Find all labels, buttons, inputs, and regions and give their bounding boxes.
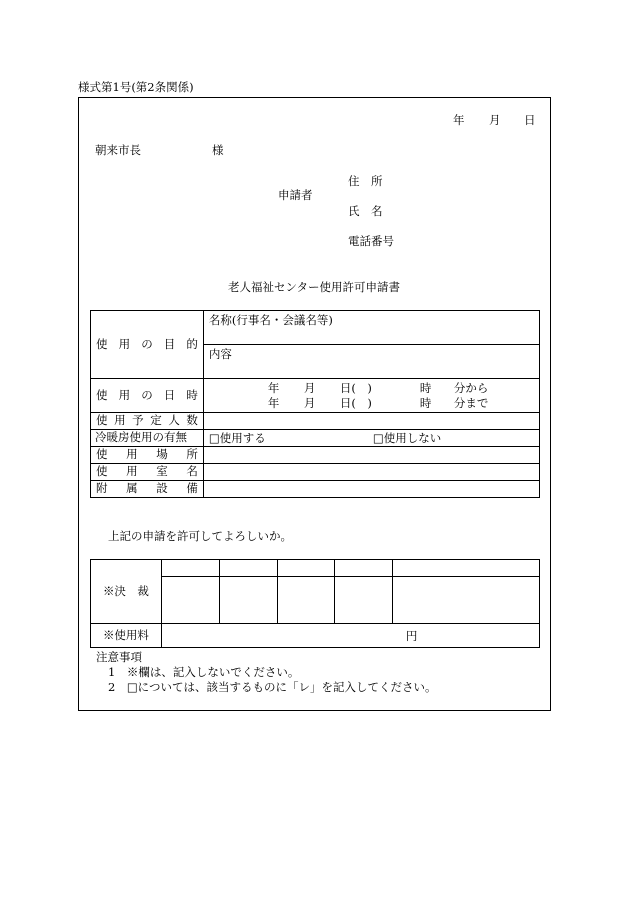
label-char: 時: [186, 387, 198, 402]
applicant-label: 申請者: [278, 188, 313, 202]
place-cell[interactable]: [203, 447, 539, 464]
approver-header-cell: [161, 560, 219, 577]
label-char: 使: [96, 447, 108, 462]
label-char: 定: [150, 413, 162, 428]
label-char: 用: [126, 447, 138, 462]
note-item-2: 2 □については、該当するものに「レ」を記入してください。: [108, 680, 437, 694]
place-label-cell: [91, 447, 204, 464]
approver-seal-cell[interactable]: [393, 577, 540, 624]
room-cell[interactable]: [203, 464, 539, 481]
date-day: 日: [524, 113, 536, 127]
dt1-year: 年: [267, 380, 280, 395]
form-title: 老人福祉センター使用許可申請書: [228, 280, 401, 294]
dt2-year: 年: [267, 395, 280, 410]
approval-question: 上記の申請を許可してよろしいか。: [108, 529, 292, 543]
label-char: 人: [168, 413, 180, 428]
label-char: 用: [114, 413, 126, 428]
dt2-hour: 時: [419, 395, 432, 410]
approver-seal-cell[interactable]: [161, 577, 219, 624]
label-char: 室: [156, 464, 168, 479]
form-number: 様式第1号(第2条関係): [78, 80, 194, 94]
applicant-name-label: 氏 名: [348, 204, 383, 218]
approver-header-cell: [219, 560, 277, 577]
label-char: 目: [163, 336, 176, 351]
label-char: 数: [186, 413, 198, 428]
fee-label-cell: [91, 624, 162, 648]
purpose-name-cell[interactable]: [203, 311, 539, 345]
datetime-label-cell: [91, 379, 204, 413]
dt1-day: 日( ): [339, 380, 372, 395]
approval-table: [90, 559, 540, 648]
fee-cell[interactable]: [161, 624, 539, 648]
equipment-cell[interactable]: [203, 481, 539, 498]
label-char: 使: [96, 336, 108, 351]
approver-seal-cell[interactable]: [219, 577, 277, 624]
dt1-month: 月: [303, 380, 316, 395]
label-char: 使: [96, 387, 108, 402]
dt1-minute: 分から: [453, 380, 489, 395]
approver-header-cell: [393, 560, 540, 577]
decision-label: ※決 裁: [102, 583, 149, 598]
label-char: の: [141, 336, 153, 351]
addressee-honorific: 様: [212, 143, 224, 157]
label-char: 使: [96, 413, 108, 428]
dt1-hour: 時: [419, 380, 432, 395]
dt2-day: 日( ): [339, 395, 372, 410]
applicant-address-label: 住 所: [348, 174, 383, 188]
label-char: 用: [126, 464, 138, 479]
heating-nouse-checkbox[interactable]: □使用しない: [372, 430, 442, 445]
attendees-label-cell: [91, 413, 204, 430]
addressee-name: 朝来市長: [95, 143, 141, 157]
purpose-name-label: 名称(行事名・会議名等): [208, 313, 333, 327]
label-char: 的: [186, 336, 198, 351]
approver-seal-cell[interactable]: [335, 577, 393, 624]
dt2-month: 月: [303, 395, 316, 410]
label-char: 備: [186, 481, 198, 496]
label-char: 名: [186, 464, 198, 479]
purpose-label-cell: [91, 311, 204, 379]
datetime-cell[interactable]: [203, 379, 539, 413]
room-label-cell: [91, 464, 204, 481]
date-month: 月: [489, 113, 501, 127]
heating-use-checkbox[interactable]: □使用する: [208, 430, 266, 445]
notes-heading: 注意事項: [96, 650, 142, 664]
approver-header-cell: [277, 560, 335, 577]
approver-header-cell: [335, 560, 393, 577]
heating-label-cell: [91, 430, 204, 447]
label-char: 属: [126, 481, 138, 496]
label-char: 附: [96, 481, 108, 496]
label-char: 予: [132, 413, 144, 428]
date-year: 年: [453, 113, 465, 127]
label-char: 用: [118, 387, 131, 402]
label-char: 所: [186, 447, 198, 462]
fee-unit: 円: [405, 628, 418, 643]
applicant-phone-label: 電話番号: [348, 234, 394, 248]
decision-label-cell: [91, 560, 162, 624]
label-char: の: [141, 387, 153, 402]
label-char: 日: [163, 387, 176, 402]
note-item-1: 1 ※欄は、記入しないでください。: [108, 665, 300, 679]
label-char: 用: [118, 336, 131, 351]
equipment-label-cell: [91, 481, 204, 498]
fee-label: ※使用料: [102, 627, 149, 642]
label-char: 場: [156, 447, 168, 462]
purpose-content-label: 内容: [208, 347, 232, 361]
approver-seal-cell[interactable]: [277, 577, 335, 624]
usage-table: [90, 310, 540, 498]
purpose-content-cell[interactable]: [203, 345, 539, 379]
attendees-cell[interactable]: [203, 413, 539, 430]
heating-cell: [203, 430, 539, 447]
heating-label: 冷暖房使用の有無: [95, 430, 187, 445]
label-char: 使: [96, 464, 108, 479]
dt2-minute: 分まで: [453, 395, 489, 410]
label-char: 設: [156, 481, 168, 496]
